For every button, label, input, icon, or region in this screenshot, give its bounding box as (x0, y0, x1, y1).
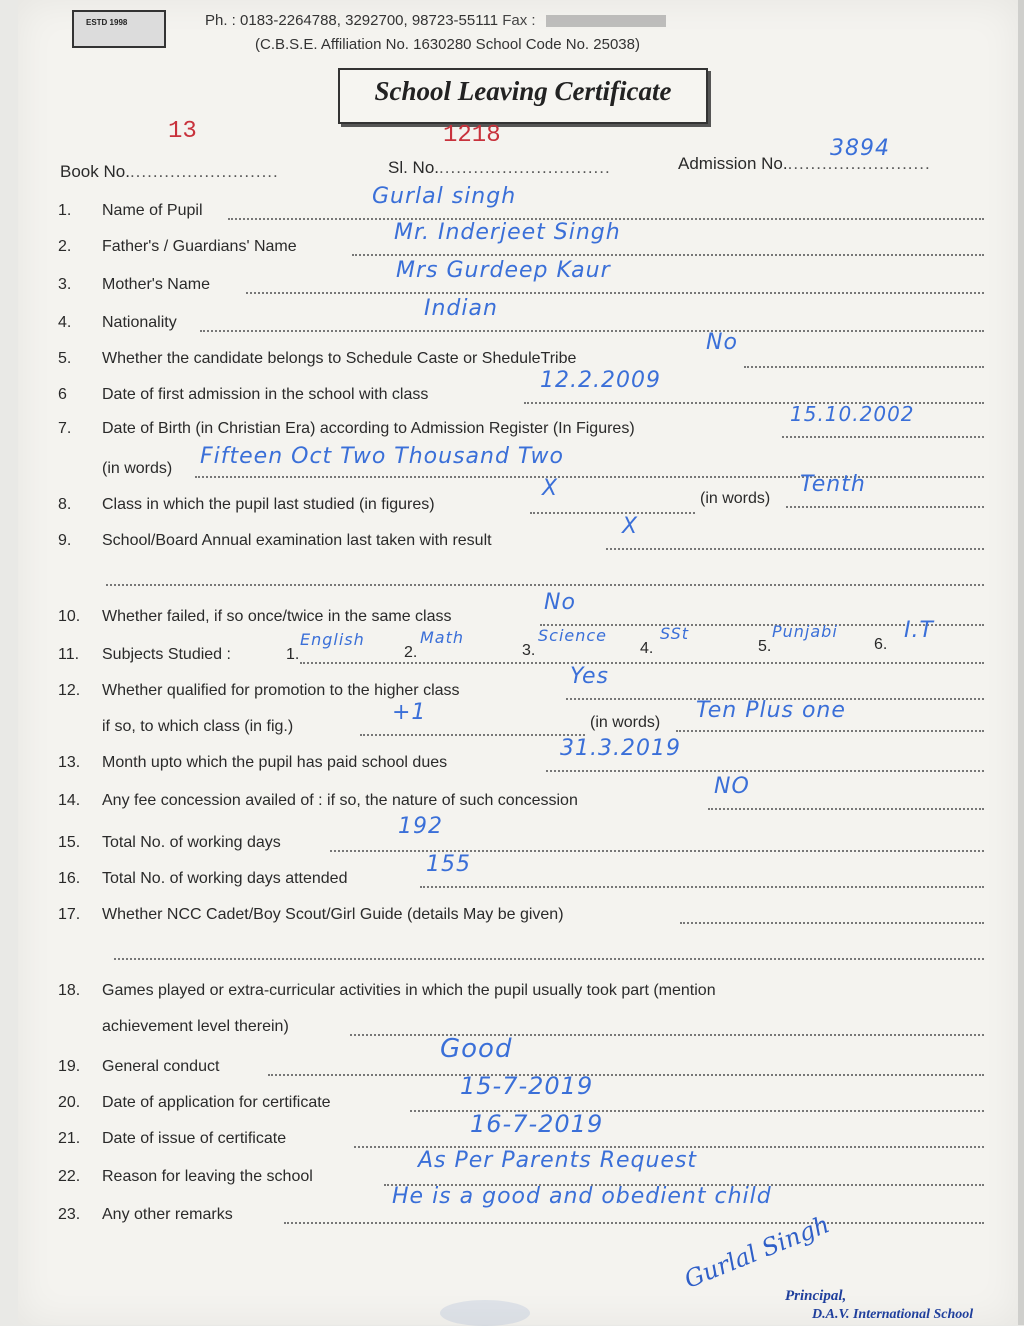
subject-number: 2. (404, 644, 418, 661)
field-label: Total No. of working days (102, 834, 281, 851)
field-value: Indian (424, 296, 498, 321)
field-label: Name of Pupil (102, 202, 203, 219)
field-dotline (106, 584, 984, 586)
field-dotline (782, 436, 984, 438)
subject-3: Science (538, 626, 608, 645)
field-dotline (114, 958, 984, 960)
field-row: 10. Whether failed, if so once/twice in the same class (58, 608, 452, 625)
admission-no-field: Admission No.......................... (678, 154, 931, 173)
field-row: 13. Month upto which the pupil has paid school dues (58, 754, 448, 771)
page-title: School Leaving Certificate (374, 76, 672, 106)
header-phone (205, 12, 666, 29)
field-row: 18. Games played or extra-curricular activities in which the pupil usually took part (mention (58, 982, 716, 999)
field-dotline (786, 506, 984, 508)
field-dotline (284, 1222, 984, 1224)
field-row: 4. Nationality (58, 314, 177, 331)
field-label: achievement level therein) (102, 1018, 289, 1035)
book-no-label: Book No. (60, 162, 130, 181)
field-row: 20. Date of application for certificate (58, 1094, 331, 1111)
field-dotline (524, 402, 984, 404)
field-row: 8. Class in which the pupil last studied (in figures) (58, 496, 435, 513)
book-number-stamp: 13 (168, 118, 197, 145)
field-dotline (246, 292, 984, 294)
serial-number-stamp: 1218 (443, 122, 501, 149)
field-label: Any other remarks (102, 1206, 233, 1223)
field-value: 12.2.2009 (540, 368, 661, 393)
field-row: 6 Date of first admission in the school with class (58, 386, 429, 403)
field-value-secondary: Ten Plus one (696, 698, 846, 723)
field-label: Whether NCC Cadet/Boy Scout/Girl Guide (details May be given) (102, 906, 564, 923)
field-row: 9. School/Board Annual examination last taken with result (58, 532, 492, 549)
field-value: No (706, 330, 738, 355)
field-row: 3. Mother's Name (58, 276, 210, 293)
field-dotline (744, 366, 984, 368)
field-value: Good (440, 1034, 513, 1064)
field-value: 15.10.2002 (790, 402, 915, 426)
field-label: Total No. of working days attended (102, 870, 348, 887)
subject-number: 5. (758, 638, 772, 655)
phone-numbers: Ph. : 0183-2264788, 3292700, 98723-55111 (205, 12, 499, 29)
field-label-secondary: (in words) (700, 490, 771, 507)
field-row: 1. Name of Pupil (58, 202, 203, 219)
field-value-secondary: Tenth (800, 472, 866, 497)
title-box (338, 68, 708, 124)
field-row: 16. Total No. of working days attended (58, 870, 348, 887)
subject-6: I.T (904, 618, 934, 643)
subject-number: 6. (874, 636, 888, 653)
field-value: No (544, 590, 576, 615)
field-row: 22. Reason for leaving the school (58, 1168, 313, 1185)
school-name: D.A.V. International School (812, 1307, 974, 1322)
field-value: 192 (398, 814, 443, 839)
fax-label: Fax : (502, 12, 536, 29)
principal-signature: Gurlal Singh (680, 1210, 834, 1294)
field-value: Mrs Gurdeep Kaur (396, 258, 611, 283)
field-value: 16-7-2019 (470, 1110, 604, 1138)
field-row: 12. Whether qualified for promotion to the higher class (58, 682, 460, 699)
fax-number-obscured (546, 15, 666, 27)
field-label: Date of application for certificate (102, 1094, 331, 1111)
subject-1: English (300, 630, 365, 649)
field-dotline (708, 808, 984, 810)
field-value: 31.3.2019 (560, 736, 681, 761)
field-label: (in words) (102, 460, 173, 477)
field-dotline (606, 548, 984, 550)
field-dotline (676, 730, 984, 732)
field-dotline (530, 512, 695, 514)
field-label: Father's / Guardians' Name (102, 238, 297, 255)
field-row: 19. General conduct (58, 1058, 220, 1075)
field-label: if so, to which class (in fig.) (102, 718, 294, 735)
field-row: 23. Any other remarks (58, 1206, 233, 1223)
field-dotline (546, 770, 984, 772)
field-label-secondary: (in words) (590, 714, 661, 731)
subject-5: Punjabi (772, 622, 838, 641)
sl-no-field: Sl. No............................... (388, 158, 611, 177)
field-dotline (300, 662, 984, 664)
field-label: Reason for leaving the school (102, 1168, 313, 1185)
field-label: Date of issue of certificate (102, 1130, 287, 1147)
field-label: Date of first admission in the school with class (102, 386, 429, 403)
field-label: Date of Birth (in Christian Era) according to Admission Register (In Figures) (102, 420, 635, 437)
field-label: Mother's Name (102, 276, 210, 293)
field-row: 17. Whether NCC Cadet/Boy Scout/Girl Guide (details May be given) (58, 906, 564, 923)
field-row: 2. Father's / Guardians' Name (58, 238, 297, 255)
ink-smudge (440, 1300, 530, 1326)
field-label: Whether the candidate belongs to Schedule Caste or SheduleTribe (102, 350, 577, 367)
sl-no-label: Sl. No. (388, 158, 440, 177)
field-row: 5. Whether the candidate belongs to Schedule Caste or SheduleTribe (58, 350, 577, 367)
field-value: He is a good and obedient child (392, 1184, 772, 1209)
subject-number: 3. (522, 642, 536, 659)
field-label: Any fee concession availed of : if so, the nature of such concession (102, 792, 578, 809)
book-no-field: Book No........................... (60, 162, 279, 181)
field-value: NO (714, 774, 750, 799)
logo-text: ESTD 1998 (86, 18, 128, 27)
field-label: Class in which the pupil last studied (in figures) (102, 496, 435, 513)
field-row: 14. Any fee concession availed of : if so, the nature of such concession (58, 792, 578, 809)
field-value: Yes (570, 664, 610, 689)
admission-no-label: Admission No. (678, 154, 788, 173)
field-value: 15-7-2019 (460, 1072, 594, 1100)
field-label: Whether failed, if so once/twice in the same class (102, 608, 452, 625)
field-value: X (622, 514, 639, 539)
subject-4: SSt (660, 624, 690, 643)
field-dotline (268, 1074, 984, 1076)
subject-2: Math (420, 628, 465, 647)
field-label: Games played or extra-curricular activities in which the pupil usually took part (mention (102, 982, 716, 999)
field-row: 15. Total No. of working days (58, 834, 281, 851)
field-label: Month upto which the pupil has paid school dues (102, 754, 448, 771)
field-value: +1 (392, 700, 427, 725)
affiliation-line: (C.B.S.E. Affiliation No. 1630280 School Code No. 25038) (255, 36, 640, 53)
subject-number: 1. (286, 646, 300, 663)
field-value: Mr. Inderjeet Singh (394, 220, 621, 245)
field-dotline (360, 734, 585, 736)
subject-number: 4. (640, 640, 654, 657)
field-label: Nationality (102, 314, 177, 331)
field-value: Fifteen Oct Two Thousand Two (200, 444, 564, 469)
principal-title: Principal, (785, 1288, 847, 1304)
field-value: 155 (426, 852, 471, 877)
field-value: X (542, 476, 559, 501)
field-row: 7. Date of Birth (in Christian Era) according to Admission Register (In Figures) (58, 420, 635, 437)
admission-no-value: 3894 (830, 136, 890, 161)
page-edge (1018, 0, 1024, 1325)
field-dotline (200, 330, 984, 332)
field-dotline (352, 254, 984, 256)
field-label: Whether qualified for promotion to the higher class (102, 682, 460, 699)
field-label: Subjects Studied : (102, 646, 231, 663)
field-label: General conduct (102, 1058, 220, 1075)
field-row: 11. Subjects Studied : (58, 646, 231, 663)
field-dotline (420, 886, 984, 888)
field-label: School/Board Annual examination last taken with result (102, 532, 492, 549)
field-value: As Per Parents Request (418, 1148, 698, 1173)
school-logo (72, 10, 166, 48)
field-dotline (680, 922, 984, 924)
field-row: 21. Date of issue of certificate (58, 1130, 287, 1147)
field-value: Gurlal singh (372, 184, 517, 209)
